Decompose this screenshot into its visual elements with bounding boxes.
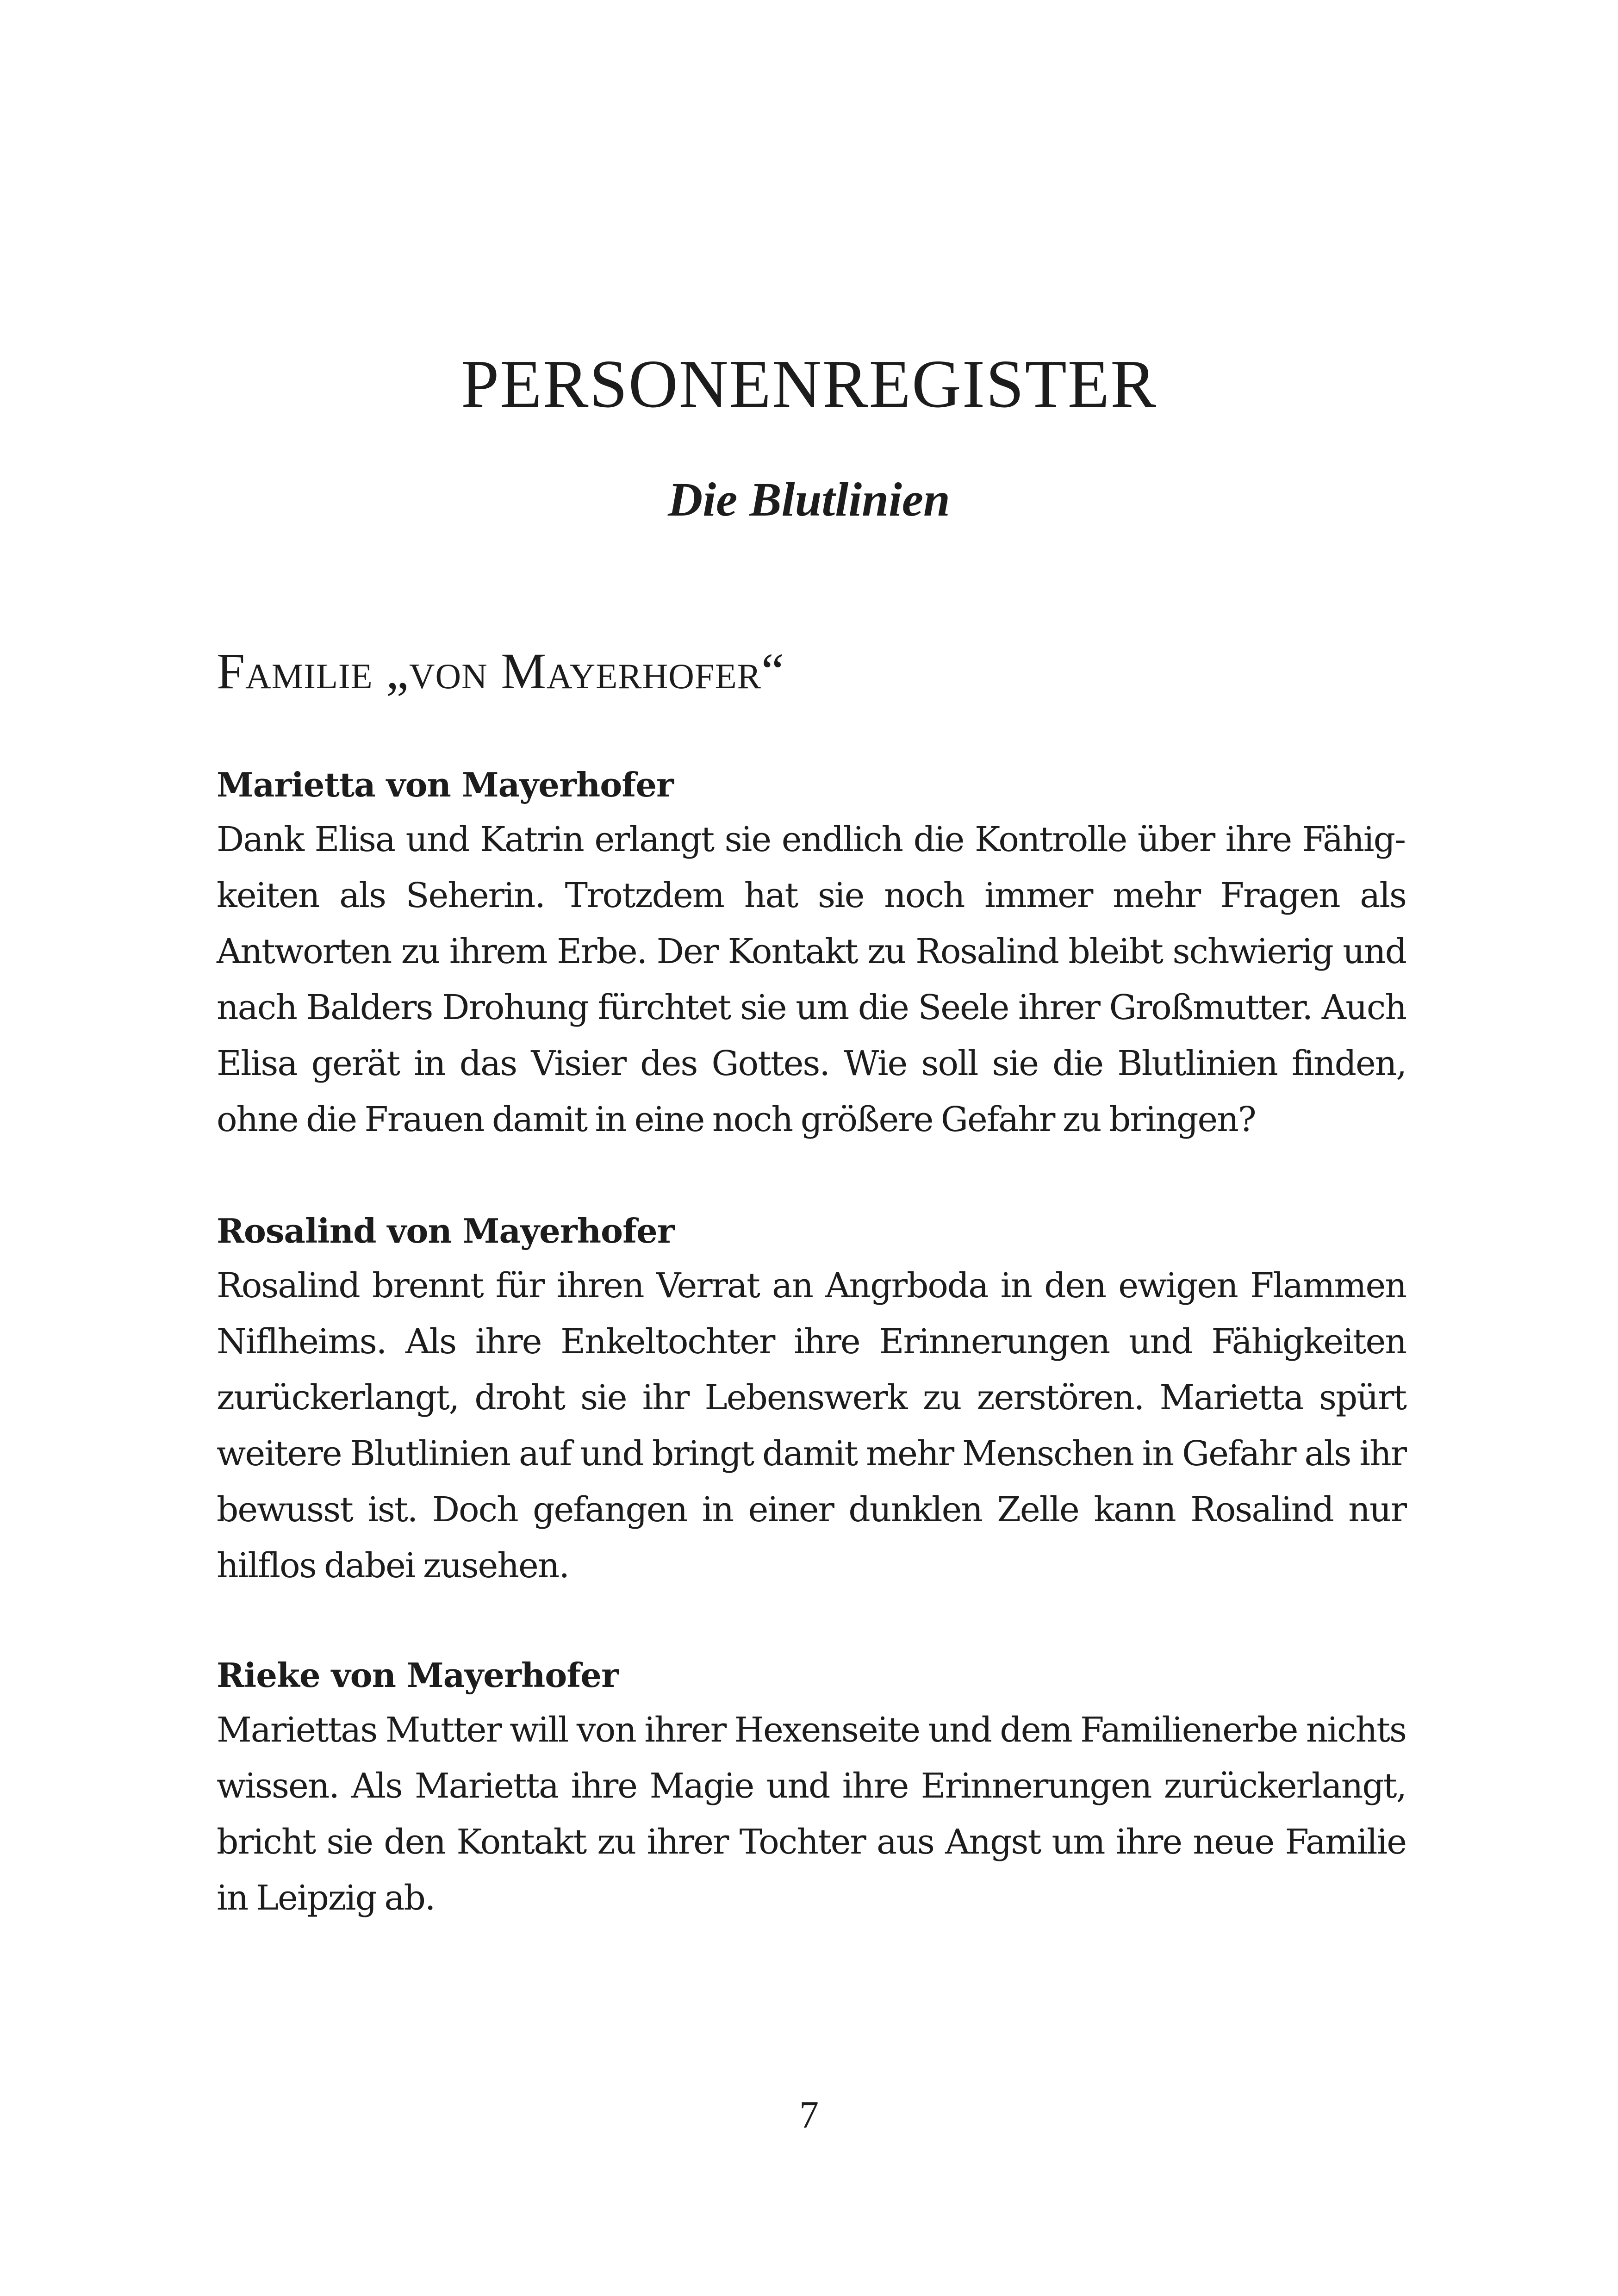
character-entry (217, 1204, 1406, 1594)
character-description: Dank Elisa und Katrin erlangt sie endlich die Kontrolle über ihre Fähigkeiten als Seherin. Trotzdem hat sie noch immer mehr Fragen als Antworten zu ihrem Erbe. Der Kontakt zu Rosalind bleibt schwierig und nach Balders Drohung fürchtet sie um die Seele ihrer Großmutter. Auch Elisa gerät in das Visier des Gottes. Wie soll sie die Blutlinien finden, ohne die Frauen damit in eine noch größere Gefahr zu bringen? (217, 820, 1406, 1139)
character-name: Rieke von Mayerhofer (217, 1655, 619, 1695)
character-description: Mariettas Mutter will von ihrer Hexenseite und dem Familienerbe nichts wissen. Als Marietta ihre Magie und ihre Erinnerungen zurückerlangt, bricht sie den Kontakt zu ihrer Tochter aus Angst um ihre neue Familie in Leipzig ab. (217, 1710, 1406, 1918)
character-name: Rosalind von Mayerhofer (217, 1211, 674, 1251)
page-title: PERSONENREGISTER (461, 346, 1157, 422)
character-entry (217, 758, 1406, 1148)
character-description: Rosalind brennt für ihren Verrat an Angrboda in den ewigen Flammen Niflheims. Als ihre Enkeltochter ihre Erinnerungen und Fähigkeiten zurückerlangt, droht sie ihr Lebenswerk zu zerstören. Marietta spürt weitere Blutlinien auf und bringt damit mehr Menschen in Gefahr als ihr bewusst ist. Doch gefangen in einer dunklen Zelle kann Rosalind nur hilflos dabei zusehen. (217, 1266, 1406, 1586)
character-name: Marietta von Mayerhofer (217, 765, 673, 804)
page-number: 7 (799, 2093, 819, 2136)
page-subtitle: Die Blutlinien (668, 473, 950, 526)
section-heading: Familie „von Mayerhofer“ (217, 643, 784, 699)
character-entry (217, 1649, 1406, 1926)
